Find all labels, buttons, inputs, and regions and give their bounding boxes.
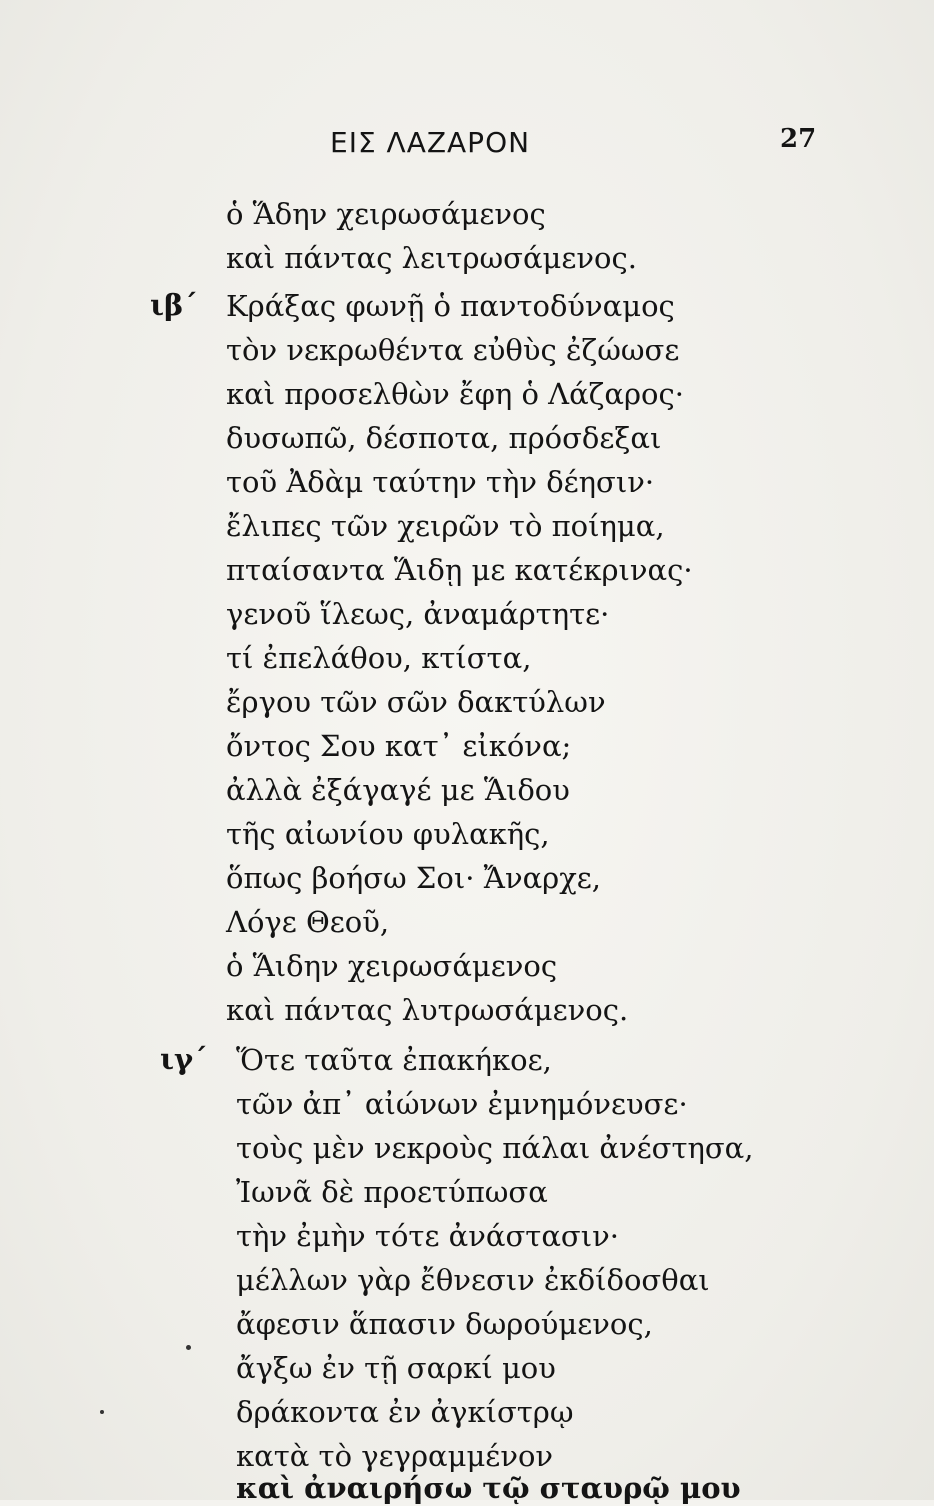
verse-line: τοὺς μὲν νεκροὺς πάλαι ἀνέστησα, (236, 1131, 754, 1165)
stanza-number: ιβ΄ (150, 288, 198, 322)
verse-line: τὸν νεκρωθέντα εὐθὺς ἐζώωσε (226, 333, 680, 367)
verse-line: ἀλλὰ ἐξάγαγέ με Ἅιδου (226, 773, 570, 807)
verse-line: τὴν ἐμὴν τότε ἀνάστασιν· (236, 1219, 619, 1253)
running-header-title: ΕΙΣ ΛΑΖΑΡΟΝ (330, 126, 531, 159)
ink-speck (100, 1410, 104, 1414)
verse-line: Ἰωνᾶ δὲ προετύπωσα (236, 1175, 548, 1209)
verse-line: πταίσαντα Ἅιδῃ με κατέκρινας· (226, 553, 693, 587)
verse-line: ὁ Ἅιδην χειρωσάμενος (226, 949, 558, 983)
verse-line: ἄγξω ἐν τῇ σαρκί μου (236, 1351, 556, 1385)
verse-line: καὶ προσελθὼν ἔφη ὁ Λάζαρος· (226, 377, 684, 411)
verse-line: ἄφεσιν ἅπασιν δωρούμενος, (236, 1307, 653, 1341)
verse-line: τῶν ἀπ᾽ αἰώνων ἐμνημόνευσε· (236, 1087, 688, 1121)
verse-line: ὅπως βοήσω Σοι· Ἄναρχε, (226, 861, 602, 895)
verse-line: δυσωπῶ, δέσποτα, πρόσδεξαι (226, 421, 662, 455)
verse-line: κατὰ τὸ γεγραμμένον (236, 1439, 554, 1473)
ink-speck (186, 1345, 191, 1350)
verse-line: δράκοντα ἐν ἀγκίστρῳ (236, 1395, 574, 1429)
verse-line: μέλλων γὰρ ἔθνεσιν ἐκδίδοσθαι (236, 1263, 710, 1297)
verse-line: Κράξας φωνῇ ὁ παντοδύναμος (226, 289, 675, 323)
verse-line: καὶ ἀναιρήσω τῷ σταυρῷ μου (236, 1471, 741, 1505)
verse-line: ἔλιπες τῶν χειρῶν τὸ ποίημα, (226, 509, 665, 543)
page-number: 27 (780, 124, 817, 154)
verse-line: καὶ πάντας λυτρωσάμενος. (226, 993, 629, 1027)
stanza-number: ιγ΄ (160, 1042, 208, 1076)
verse-line: τί ἐπελάθου, κτίστα, (226, 641, 532, 675)
verse-line: τῆς αἰωνίου φυλακῆς, (226, 817, 550, 851)
verse-line: Λόγε Θεοῦ, (226, 905, 390, 939)
verse-line: Ὅτε ταῦτα ἐπακήκοε, (236, 1043, 552, 1077)
verse-line: ὄντος Σου κατ᾽ εἰκόνα; (226, 729, 572, 763)
verse-line: καὶ πάντας λειτρωσάμενος. (226, 241, 637, 275)
verse-line: ἔργου τῶν σῶν δακτύλων (226, 685, 606, 719)
verse-line: ὁ Ἅδην χειρωσάμενος (226, 197, 546, 231)
verse-line: τοῦ Ἀδὰμ ταύτην τὴν δέησιν· (226, 465, 655, 499)
verse-line: γενοῦ ἵλεως, ἀναμάρτητε· (226, 597, 610, 631)
